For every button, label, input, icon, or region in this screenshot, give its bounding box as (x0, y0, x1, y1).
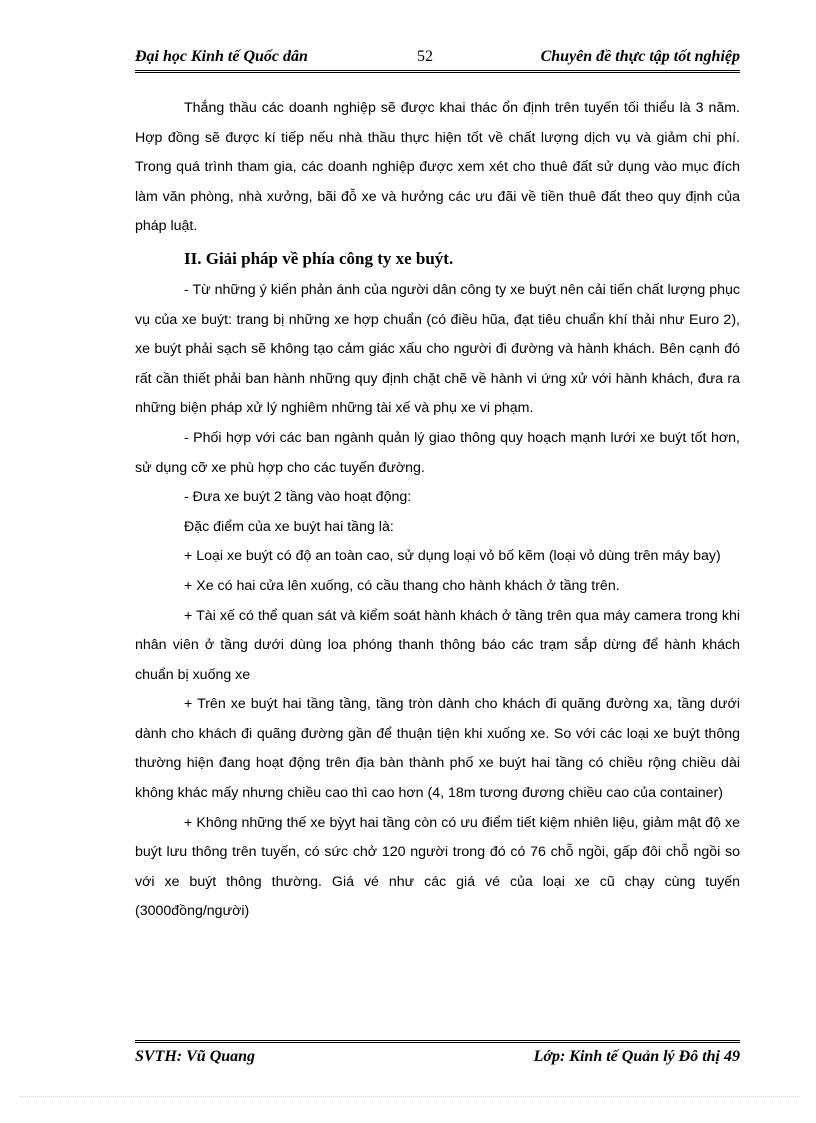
header-page-number: 52 (417, 48, 433, 65)
list-item-floors: + Trên xe buýt hai tầng tầng, tầng tròn dành cho khách đi quãng đường xa, tầng dưới dành cho khách đi quãng đường gần để thuận tiện khi xuống xe. So với các loại xe buýt thông thường hiện đang hoạt động trên địa bàn thành phố xe buýt hai tầng có chiều rộng chiều dài không khác mấy nhưng chiều cao thì cao hơn (4, 18m tương đương chiều cao của container) (135, 696, 740, 802)
list-item-safety: + Loại xe buýt có độ an toàn cao, sử dụng loại vỏ bố kẽm (loại vỏ dùng trên máy bay) (184, 548, 721, 565)
list-item-camera: + Tài xế có thể quan sát và kiểm soát hành khách ở tầng trên qua máy camera trong khi nhân viên ở tầng dưới dùng loa phóng thanh thông báo các trạm sắp dừng để hành khách chuẩn bị xuống xe (135, 607, 740, 683)
list-item-doors: + Xe có hai cửa lên xuống, có cầu thang cho hành khách ở tầng trên. (184, 577, 620, 594)
list-item-fuel-saving: + Không những thế xe bỳyt hai tầng còn có ưu điểm tiết kiệm nhiên liệu, giảm mật độ xe buýt lưu thông trên tuyến, có sức chở 120 người trong đó có 76 chỗ ngồi, gấp đôi chỗ ngồi so với xe buýt thông thường. Giá vé như các giá vé của loại xe cũ chạy cùng tuyến (3000đồng/người) (135, 814, 740, 920)
paragraph-service-quality: - Từ những ý kiến phản ánh của người dân công ty xe buýt nên cải tiến chất lượng phục vụ của xe buýt: trang bị những xe hợp chuẩn (có điều hũa, đạt tiêu chuẩn khí thải như Euro 2), xe buýt phải sạch sẽ không tạo cảm giác xấu cho người đi đường và hành khách. Bên cạnh đó rất cần thiết phải ban hành những quy định chặt chẽ về hành vi ứng xử với hành khách, đưa ra những biện pháp xử lý nghiêm những tài xế và phụ xe vi phạm. (135, 281, 740, 417)
header-university: Đại học Kinh tế Quốc dân (135, 48, 308, 65)
paragraph-features-intro: Đặc điểm của xe buýt hai tầng là: (184, 518, 394, 535)
footer-student: SVTH: Vũ Quang (135, 1048, 256, 1065)
page-footer (135, 1040, 740, 1067)
body-text (135, 94, 740, 927)
footer-class: Lớp: Kinh tế Quản lý Đô thị 49 (533, 1048, 740, 1065)
page-bottom-divider (20, 1096, 800, 1097)
header-document-type: Chuyên đề thực tập tốt nghiệp (540, 48, 740, 65)
paragraph-coordination: - Phối hợp với các ban ngành quản lý giao thông quy hoạch mạnh lưới xe buýt tốt hơn, sử dụng cỡ xe phù hợp cho các tuyến đường. (135, 429, 740, 476)
paragraph-double-decker: - Đưa xe buýt 2 tầng vào hoạt động: (184, 489, 412, 506)
page-header (135, 46, 740, 73)
section-heading: II. Giải pháp về phía công ty xe buýt. (184, 248, 454, 268)
paragraph-contract-terms: Thắng thầu các doanh nghiệp sẽ được khai thác ổn định trên tuyến tối thiểu là 3 năm. Hợp đồng sẽ được kí tiếp nếu nhà thầu thực hiện tốt về chất lượng dịch vụ và giảm chi phí. Trong quá trình tham gia, các doanh nghiệp được xem xét cho thuê đất sử dụng vào mục đích làm văn phòng, nhà xưởng, bãi đỗ xe và hưởng các ưu đãi về tiền thuê đất theo quy định của pháp luật. (135, 100, 740, 235)
